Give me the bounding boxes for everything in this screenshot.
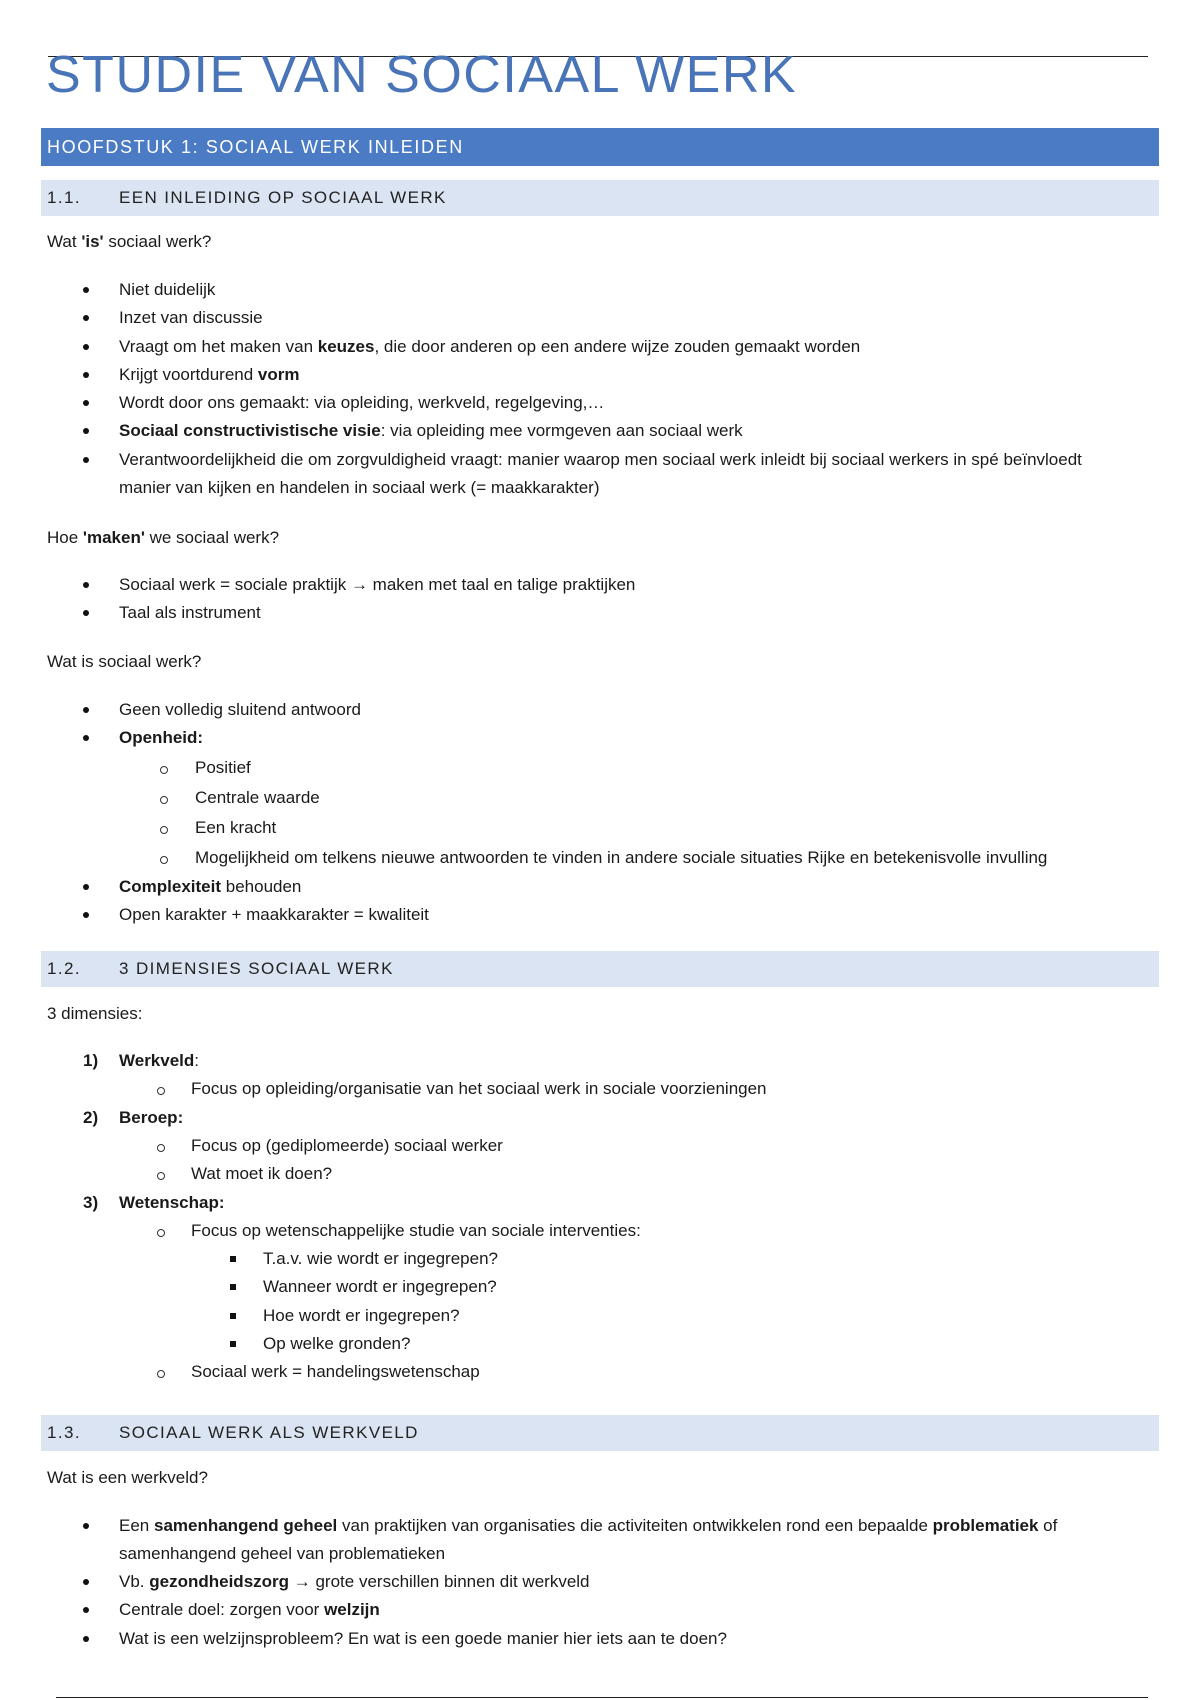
text: : <box>194 1051 200 1070</box>
list-item <box>0 1568 1129 1596</box>
sub-sub-list-item: Hoe wordt er ingegrepen? <box>0 1302 1200 1330</box>
sub-list-item: Focus op (gediplomeerde) sociaal werker <box>0 1132 1200 1161</box>
bottom-rule <box>56 1697 1148 1698</box>
text: Centrale doel: zorgen voor <box>119 1600 325 1620</box>
bold-text: gezondheidszorg <box>149 1572 290 1591</box>
section-title: SOCIAAL WERK ALS WERKVELD <box>119 1423 419 1442</box>
section-heading-1-3 <box>41 1415 1159 1451</box>
list-item: Wat is een welzijnsprobleem? En wat is een goede manier hier iets aan te doen? <box>0 1625 1129 1653</box>
list-item: Taal als instrument <box>0 599 1129 627</box>
bold-text: Werkveld <box>119 1051 195 1070</box>
sub-sub-list-item: Op welke gronden? <box>0 1330 1200 1358</box>
section-number: 1.2. <box>47 959 81 978</box>
section-number: 1.1. <box>47 188 81 207</box>
bullet-list-3 <box>0 696 1200 929</box>
sub-list-item: Mogelijkheid om telkens nieuwe antwoorden te vinden in andere sociale situaties Rijke en betekenisvolle invulling <box>0 843 1195 873</box>
section-heading-1-2 <box>41 951 1159 987</box>
question-maken <box>47 527 279 549</box>
item-number: 1) <box>83 1051 99 1070</box>
bold-text: vorm <box>257 364 300 384</box>
text: we sociaal werk? <box>144 528 280 547</box>
section-title: EEN INLEIDING OP SOCIAAL WERK <box>119 188 447 207</box>
section-title: 3 DIMENSIES SOCIAAL WERK <box>119 959 394 978</box>
dimensions-intro: 3 dimensies: <box>47 1004 143 1023</box>
sub-list-item: Focus op wetenschappelijke studie van sociale interventies: <box>0 1217 1200 1246</box>
list-item <box>0 361 1129 389</box>
list-item: Sociaal werk = sociale praktijk → maken met taal en talige praktijken <box>0 571 1129 599</box>
bold-text: Sociaal constructivistische visie <box>119 421 381 441</box>
text: Wat <box>47 232 82 251</box>
bold-text: 'is' <box>81 232 104 251</box>
dimension-item <box>0 1047 1200 1075</box>
text: behouden <box>221 876 302 896</box>
item-number: 2) <box>83 1107 99 1127</box>
list-item <box>0 724 1129 752</box>
sub-list-item: Centrale waarde <box>0 783 1195 813</box>
sub-sub-list-item: T.a.v. wie wordt er ingegrepen? <box>0 1245 1200 1273</box>
bullet-list-1 <box>0 276 1200 502</box>
list-item: Open karakter + maakkarakter = kwaliteit <box>0 901 1129 929</box>
sub-list-item: Wat moet ik doen? <box>0 1160 1200 1189</box>
list-item <box>0 417 1129 445</box>
bold-text: Beroep: <box>119 1107 184 1127</box>
list-item: Verantwoordelijkheid die om zorgvuldigheid vraagt: manier waarop men sociaal werk inleidt bij sociaal werkers in spé beïnvloedt manier van kijken en handelen in sociaal werk (= maakkarakter) <box>0 446 1129 502</box>
dimension-list <box>0 1047 1200 1387</box>
list-item <box>0 1596 1129 1624</box>
text: Hoe <box>47 528 83 547</box>
question-what: Wat is sociaal werk? <box>47 652 202 671</box>
list-item: Niet duidelijk <box>0 276 1129 304</box>
bold-text: Wetenschap: <box>119 1192 225 1212</box>
text: , die door anderen op een andere wijze zouden gemaakt worden <box>374 336 861 356</box>
section-number: 1.3. <box>47 1423 81 1442</box>
sub-list-item: Focus op opleiding/organisatie van het sociaal werk in sociale voorzieningen <box>0 1075 1200 1104</box>
question-is <box>47 231 211 253</box>
sub-sub-list-item: Wanneer wordt er ingegrepen? <box>0 1273 1200 1301</box>
bullet-list-2 <box>0 571 1200 628</box>
text: Krijgt voortdurend <box>119 364 258 384</box>
text: sociaal werk? <box>103 232 212 251</box>
bullet-list-4 <box>0 1512 1200 1653</box>
text: Vb. <box>119 1572 150 1591</box>
sub-list-item: Sociaal werk = handelingswetenschap <box>0 1358 1200 1387</box>
bold-text: samenhangend geheel <box>153 1516 338 1535</box>
sub-list-item: Positief <box>0 753 1195 783</box>
list-item: Geen volledig sluitend antwoord <box>0 696 1129 724</box>
list-item: Wordt door ons gemaakt: via opleiding, werkveld, regelgeving,… <box>0 389 1129 417</box>
sub-list-item: Een kracht <box>0 813 1195 843</box>
bold-text: welzijn <box>324 1600 380 1620</box>
text: Een <box>119 1516 154 1535</box>
dimension-item <box>0 1104 1200 1132</box>
question-werkveld: Wat is een werkveld? <box>47 1468 208 1487</box>
text: : via opleiding mee vormgeven aan sociaal werk <box>380 421 743 441</box>
text: van praktijken van organisaties die activiteiten ontwikkelen rond een bepaalde <box>337 1516 933 1535</box>
bold-text: Complexiteit <box>119 876 222 896</box>
list-item <box>0 333 1129 361</box>
bold-text: Openheid: <box>119 728 204 748</box>
section-heading-1-1 <box>41 180 1159 216</box>
list-item <box>0 873 1129 901</box>
dimension-item <box>0 1189 1200 1217</box>
bold-text: 'maken' <box>82 528 145 547</box>
bold-text: keuzes <box>317 336 375 356</box>
list-item: Inzet van discussie <box>0 304 1129 332</box>
document-title: STUDIE VAN SOCIAAL WERK <box>46 46 798 104</box>
chapter-heading: HOOFDSTUK 1: SOCIAAL WERK INLEIDEN <box>41 128 1159 166</box>
item-number: 3) <box>83 1192 99 1212</box>
bold-text: problematiek <box>932 1516 1039 1535</box>
text: → grote verschillen binnen dit werkveld <box>289 1572 590 1591</box>
text: of samenhangend geheel van problematieken <box>119 1516 1058 1563</box>
text: Vraagt om het maken van <box>119 336 318 356</box>
list-item <box>0 1512 1129 1568</box>
